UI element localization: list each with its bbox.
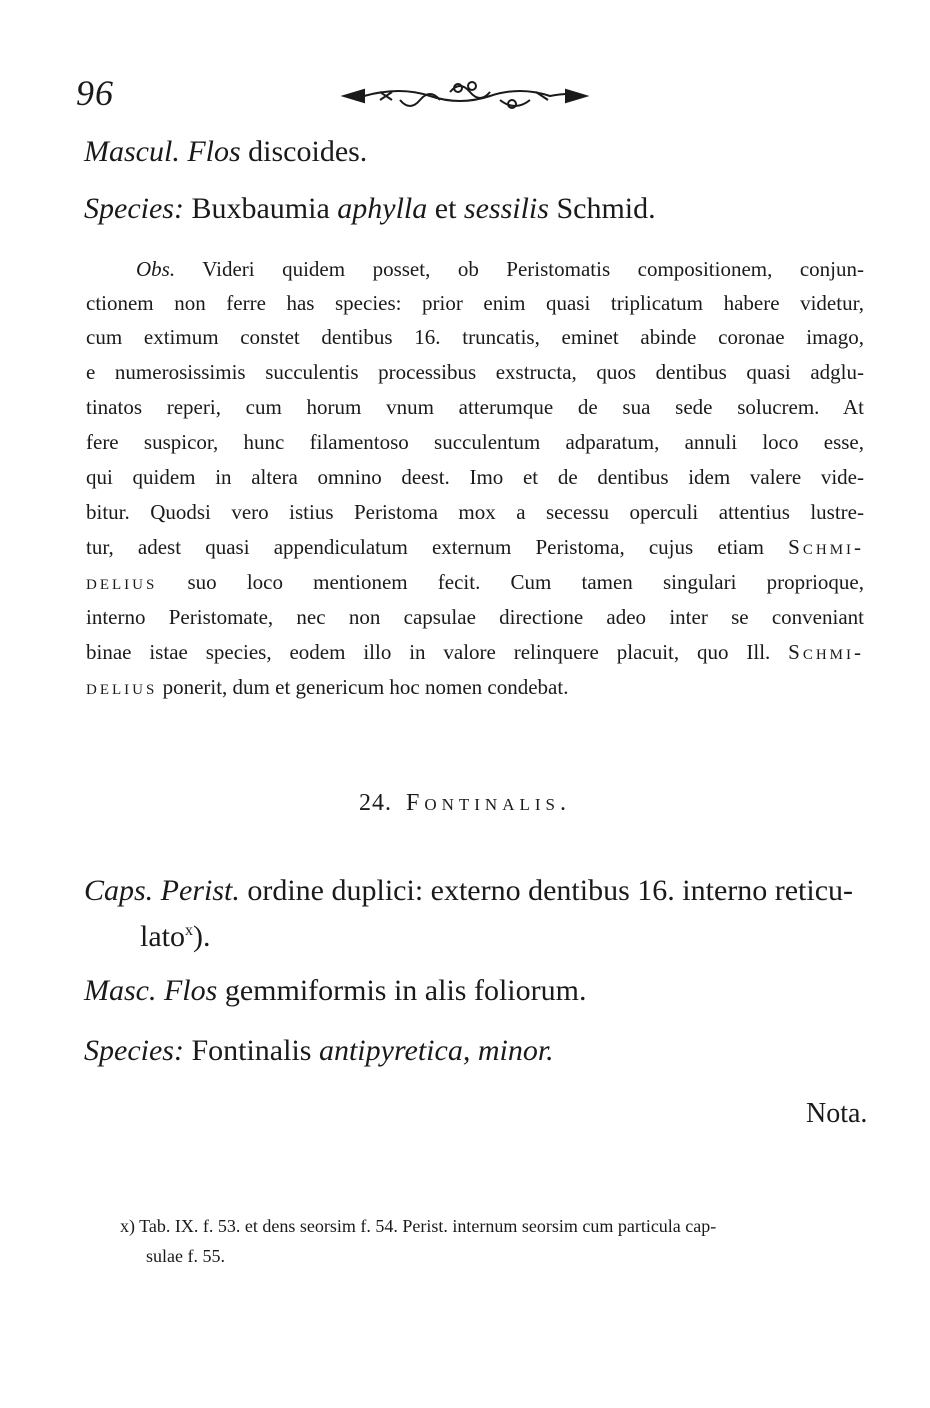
author-name-smallcaps: delius <box>86 570 158 594</box>
species-name-3: antipyretica, <box>318 1034 471 1067</box>
observation-label: Obs. <box>136 257 176 281</box>
observation-line-5: tinatos reperi, cum horum vnum atterumque de sua sede solucrem. At <box>86 395 864 419</box>
observation-text-9: tur, adest quasi appendiculatum externum Peristoma, cujus etiam <box>86 535 764 559</box>
observation-line-12 <box>86 635 864 669</box>
species-label-2: Species: <box>84 1034 184 1067</box>
footnote-line-2: sulae f. 55. <box>146 1246 225 1266</box>
masculine-flower-label-2: Masc. Flos <box>84 974 218 1007</box>
observation-line-3: cum extimum constet dentibus 16. truncatis, eminet abinde coronae imago, <box>86 325 864 349</box>
catchword: Nota. <box>806 1098 868 1129</box>
observation-line-6: fere suspicor, hunc filamentoso succulentum adparatum, annuli loco esse, <box>86 430 864 454</box>
author-name-smallcaps: Schmi- <box>788 535 864 559</box>
species-genus-2: Fontinalis <box>191 1034 312 1067</box>
section-heading <box>0 790 930 817</box>
footnote-line-1: x) Tab. IX. f. 53. et dens seorsim f. 54. Perist. internum seorsim cum particula cap- <box>120 1216 717 1236</box>
observation-text-12: binae istae species, eodem illo in valore relinquere placuit, quo Ill. <box>86 640 771 664</box>
species-conjunction: et <box>434 192 457 225</box>
capsule-peristome-line <box>84 872 853 910</box>
species-author: Schmid. <box>556 192 656 225</box>
masculine-flower-line <box>84 133 367 171</box>
observation-line-13 <box>86 670 864 704</box>
observation-text-13: ponerit, dum et genericum hoc nomen condebat. <box>162 675 569 699</box>
observation-text-10: suo loco mentionem fecit. Cum tamen singulari proprioque, <box>187 570 864 594</box>
species-line-2 <box>84 1032 554 1070</box>
capsule-peristome-end: ). <box>193 920 211 953</box>
species-name-1: aphylla <box>337 192 428 225</box>
observation-line-4: e numerosissimis succulentis processibus exstructa, quos dentibus quasi adglu- <box>86 360 864 384</box>
species-name-2: sessilis <box>463 192 549 225</box>
observation-line-9 <box>86 530 864 564</box>
capsule-peristome-text: ordine duplici: externo dentibus 16. interno reticu- <box>247 874 854 907</box>
page-number: 96 <box>76 73 114 113</box>
observation-line-2: ctionem non ferre has species: prior enim quasi triplicatum habere videtur, <box>86 291 864 315</box>
masculine-flower-text: discoides. <box>248 135 368 168</box>
species-name-4: minor. <box>477 1034 554 1067</box>
capsule-peristome-label: Caps. Perist. <box>84 874 240 907</box>
author-name-smallcaps: Schmi- <box>788 640 864 664</box>
observation-line-11: interno Peristomate, nec non capsulae directione adeo inter se conveniant <box>86 605 864 629</box>
masculine-flower-line-2 <box>84 972 586 1010</box>
observation-line-7: qui quidem in altera omnino deest. Imo et de dentibus idem valere vide- <box>86 465 864 489</box>
masculine-flower-text-2: gemmiformis in alis foliorum. <box>224 974 587 1007</box>
section-title: Fontinalis. <box>405 790 571 816</box>
species-genus: Buxbaumia <box>191 192 330 225</box>
observation-text-1: Videri quidem posset, ob Peristomatis compositionem, conjun- <box>202 257 864 281</box>
observation-line-8: bitur. Quodsi vero istius Peristoma mox a secessu operculi attentius lustre- <box>86 500 864 524</box>
species-line <box>84 190 656 228</box>
species-label: Species: <box>84 192 184 225</box>
decorative-ornament <box>340 78 590 114</box>
observation-line-1 <box>136 252 864 286</box>
section-number: 24. <box>358 790 392 816</box>
capsule-peristome-continuation <box>140 912 211 956</box>
capsule-peristome-cont: lato <box>140 920 185 953</box>
author-name-smallcaps: delius <box>86 675 158 699</box>
footnote-marker: x <box>185 922 193 939</box>
masculine-flower-label: Mascul. Flos <box>84 135 241 168</box>
observation-line-10 <box>86 565 864 599</box>
